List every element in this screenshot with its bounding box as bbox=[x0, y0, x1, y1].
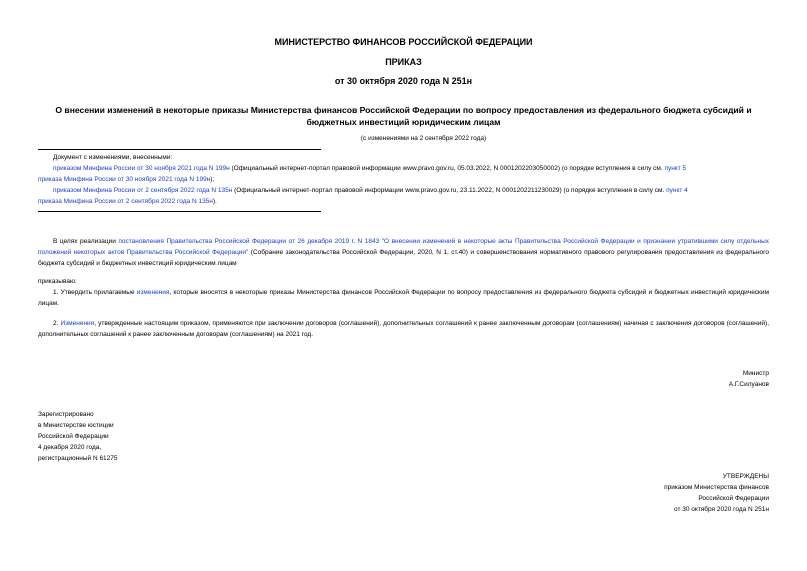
change-item-1 bbox=[38, 163, 773, 185]
change-1-text: (Официальный интернет-портал правовой информации www.pravo.gov.ru, 05.03.2022, N 0001202203050002) (о порядке вступления в силу см. bbox=[229, 165, 665, 172]
registration-line-4: 4 декабря 2020 года, bbox=[38, 444, 102, 451]
change-2-point-link[interactable]: пункт 4 bbox=[666, 187, 688, 194]
registration-line-5: регистрационный N 61275 bbox=[38, 455, 118, 462]
approved-line-1: УТВЕРЖДЕНЫ bbox=[722, 473, 769, 480]
item-1-prefix: 1. Утвердить прилагаемые bbox=[53, 289, 137, 296]
change-2-text: (Официальный интернет-портал правовой информации www.pravo.gov.ru, 23.11.2022, N 0001202211230029) (о порядке вступления в силу см. bbox=[232, 187, 667, 194]
change-item-2-line-2 bbox=[38, 196, 773, 207]
registration-line-3: Российской Федерации bbox=[38, 433, 109, 440]
divider-top bbox=[38, 149, 321, 150]
item-2-changes-link[interactable]: Изменения bbox=[60, 320, 95, 327]
item-2-suffix: , утвержденные настоящим приказом, применяются при заключении договоров (соглашений), дополнительных соглашений к ранее заключенным договорам (соглашениям) начиная с заключения договоров (соглашений), дополнительных соглашений к ранее заключенным договорам (соглашениям) на 2021 год. bbox=[38, 320, 769, 338]
document-type: ПРИКАЗ bbox=[385, 57, 422, 67]
change-2-order-link[interactable]: приказа Минфина России от 2 сентября 2022 года N 135н bbox=[38, 198, 213, 205]
item-1-changes-link[interactable]: изменения bbox=[136, 289, 170, 296]
order-word: приказываю: bbox=[38, 278, 77, 285]
change-1-tail: ); bbox=[210, 176, 215, 183]
item-2-prefix: 2. bbox=[53, 320, 61, 327]
item-1-suffix: , которые вносятся в некоторые приказы Министерства финансов Российской Федерации по вопросу предоставления из федерального бюджета субсидий и бюджетных инвестиций юридическим лицам. bbox=[38, 289, 769, 307]
ministry-heading: МИНИСТЕРСТВО ФИНАНСОВ РОССИЙСКОЙ ФЕДЕРАЦИИ bbox=[274, 37, 533, 47]
preamble-paragraph bbox=[38, 236, 769, 269]
signature-block bbox=[729, 368, 769, 390]
registration-line-2: в Министерстве юстиции bbox=[38, 422, 114, 429]
approved-line-4: от 30 октября 2020 года N 251н bbox=[673, 506, 769, 513]
change-1-point-link[interactable]: пункт 5 bbox=[664, 165, 687, 172]
change-item-2-line-1 bbox=[38, 185, 773, 196]
change-item-2 bbox=[38, 185, 773, 207]
registration-block bbox=[38, 409, 118, 464]
signature-name: А.Г.Силуанов bbox=[728, 381, 769, 388]
signature-position: Министр bbox=[742, 370, 769, 377]
revision-note: (с изменениями на 2 сентября 2022 года) bbox=[360, 135, 487, 142]
preamble-decree-link[interactable]: постановления Правительства Российской Федерации от 26 декабря 2019 г. N 1843 "О внесении изменений в некоторые акты Правительства Российской Федерации и признании утратившими силу отдельных положений некоторых актов Правительства Российской Федерации" bbox=[38, 238, 770, 256]
title-line-2: бюджетных инвестиций юридическим лицам bbox=[306, 117, 501, 127]
divider-bottom bbox=[38, 211, 321, 212]
change-item-1-line-2 bbox=[38, 174, 773, 185]
approved-line-3: Российской Федерации bbox=[698, 495, 769, 502]
change-1-link[interactable]: приказом Минфина России от 30 ноября 2021 года N 199н bbox=[53, 165, 230, 172]
registration-line-1: Зарегистрировано bbox=[38, 411, 94, 418]
change-2-tail: ). bbox=[212, 198, 217, 205]
title-line-1: О внесении изменений в некоторые приказы Министерства финансов Российской Федерации по вопросу предоставления из федерального бюджета субсидий и bbox=[55, 105, 752, 115]
change-1-order-link[interactable]: приказа Минфина России от 30 ноября 2021 года N 199н bbox=[38, 176, 211, 183]
order-item-2 bbox=[38, 318, 769, 340]
change-2-link[interactable]: приказом Минфина России от 2 сентября 2022 года N 135н bbox=[53, 187, 233, 194]
preamble-prefix: В целях реализации bbox=[53, 238, 119, 245]
approved-block bbox=[664, 471, 769, 515]
changes-intro: Документ с изменениями, внесенными: bbox=[53, 154, 173, 161]
approved-line-2: приказом Министерства финансов bbox=[664, 484, 769, 491]
document-date-number: от 30 октября 2020 года N 251н bbox=[334, 76, 473, 86]
document-title bbox=[0, 104, 807, 128]
preamble-suffix: (Собрание законодательства Российской Федерации, 2020, N 1, ст.40) и совершенствования нормативного правового регулирования предоставления из федерального бюджета субсидий и бюджетных инвестиций юридическим лицам bbox=[38, 249, 769, 267]
change-item-1-line-1 bbox=[38, 163, 773, 174]
order-item-1 bbox=[38, 287, 769, 309]
